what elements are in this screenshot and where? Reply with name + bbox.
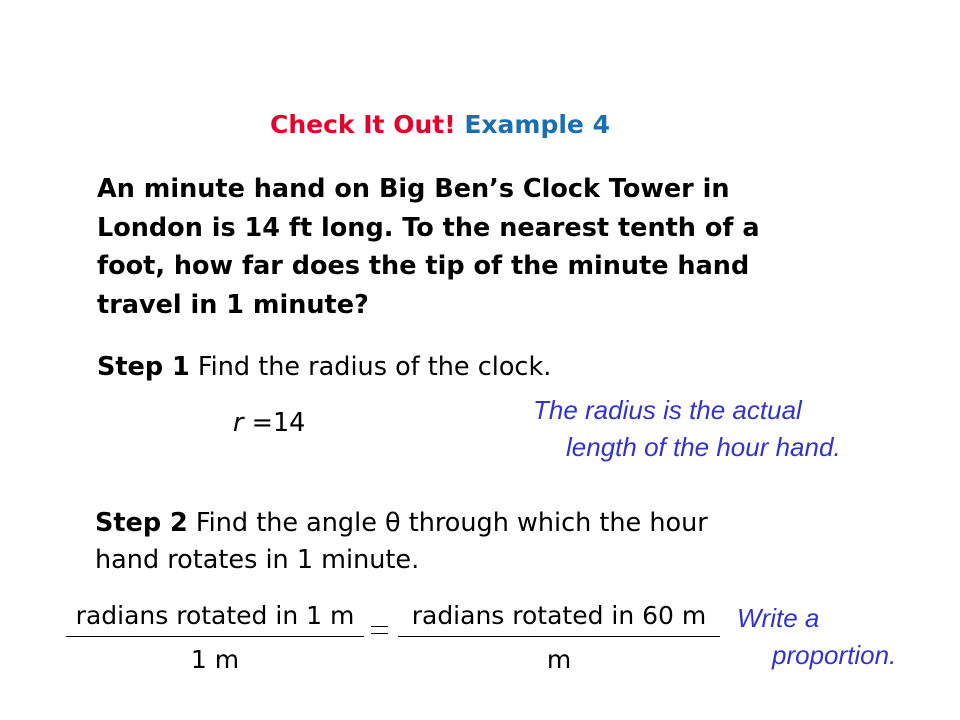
step-2-line: hand rotates in 1 minute. xyxy=(95,545,420,575)
step-2-label: Step 2 xyxy=(95,508,188,538)
radius-value: =14 xyxy=(243,408,306,438)
problem-line: foot, how far does the tip of the minute hand xyxy=(97,251,750,281)
right-denominator: m xyxy=(546,645,572,674)
problem-line: travel in 1 minute? xyxy=(97,289,369,320)
radius-note xyxy=(533,392,841,466)
slide-title xyxy=(270,110,610,139)
step-2-text: Find the angle θ through which the hour xyxy=(187,508,708,538)
proportion-note-line: proportion. xyxy=(772,640,897,670)
left-fraction xyxy=(66,601,364,674)
radius-equation xyxy=(233,404,305,442)
step-2-line xyxy=(95,505,935,542)
radius-variable: r xyxy=(233,408,244,438)
left-numerator: radians rotated in 1 m xyxy=(75,601,355,630)
proportion-note xyxy=(737,600,896,674)
problem-statement xyxy=(97,170,937,324)
step-1 xyxy=(97,348,551,386)
left-denominator: 1 m xyxy=(190,645,240,674)
step-2 xyxy=(95,505,935,579)
equals-sign xyxy=(371,626,388,636)
radius-note-line: The radius is the actual xyxy=(533,395,802,425)
problem-line: London is 14 ft long. To the nearest tenth of a xyxy=(97,212,760,243)
title-check-it-out: Check It Out! xyxy=(270,110,456,139)
problem-line: An minute hand on Big Ben’s Clock Tower in xyxy=(97,174,730,204)
radius-note-line: length of the hour hand. xyxy=(566,432,841,462)
right-numerator: radians rotated in 60 m xyxy=(411,601,707,630)
step-1-label: Step 1 xyxy=(97,352,190,382)
step-1-text: Find the radius of the clock. xyxy=(189,352,552,382)
right-fraction xyxy=(398,601,720,674)
proportion-note-line: Write a xyxy=(737,603,820,633)
title-example-number: Example 4 xyxy=(464,110,610,139)
